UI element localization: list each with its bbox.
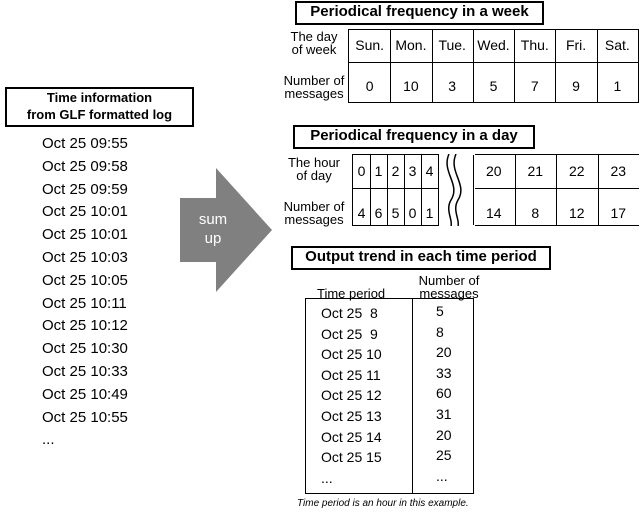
log-title-box — [5, 87, 194, 127]
day-count-cell: 1 — [425, 205, 434, 221]
log-line: Oct 25 10:33 — [42, 363, 128, 380]
week-day-cell: Mon. — [395, 37, 427, 53]
day-row1-label-1: The hour — [287, 155, 341, 170]
log-line: Oct 25 10:11 — [42, 294, 127, 312]
trend-col2-header-1: Number of — [418, 273, 480, 288]
trend-count-cell: 20 — [436, 426, 452, 443]
log-line: Oct 25 10:03 — [42, 249, 128, 266]
week-count-cell: 5 — [489, 78, 498, 94]
log-line: Oct 25 10:05 — [42, 271, 128, 289]
week-day-cell: Fri. — [565, 37, 587, 53]
log-line: Oct 25 09:58 — [42, 157, 128, 175]
log-line: Oct 25 10:55 — [42, 408, 128, 426]
log-title-line2: from GLF formatted log — [26, 107, 173, 122]
week-table — [348, 29, 639, 103]
day-count-cell: 5 — [391, 205, 400, 221]
day-count-cell: 4 — [357, 205, 366, 221]
arrow-label-line2: up — [204, 230, 222, 247]
trend-period-cell: Oct 25 10 — [321, 346, 382, 363]
day-row2-label — [278, 200, 350, 226]
day-count-cell: 17 — [610, 205, 627, 221]
day-row1-label-2: of day — [296, 168, 332, 183]
log-line: Oct 25 10:01 — [42, 203, 128, 221]
trend-count-cell: 33 — [436, 364, 452, 381]
day-count-cell: 8 — [531, 205, 540, 221]
day-hour-cell: 2 — [391, 163, 400, 179]
week-count-cell: 1 — [613, 78, 622, 94]
log-line: ... — [42, 431, 55, 449]
trend-period-cell: Oct 25 9 — [321, 325, 378, 342]
day-count-cell: 0 — [408, 205, 417, 221]
week-title: Periodical frequency in a week — [295, 1, 544, 25]
week-count-cell: 9 — [572, 78, 580, 94]
log-line: Oct 25 10:12 — [42, 317, 128, 335]
arrow-label — [186, 210, 240, 248]
trend-title: Output trend in each time period — [291, 246, 551, 270]
week-row2-label-2: messages — [284, 86, 344, 101]
trend-col2-header-2: messages — [419, 286, 479, 301]
trend-count-cell: 20 — [436, 344, 452, 361]
week-count-cell: 7 — [530, 78, 539, 94]
day-hour-cell: 20 — [485, 163, 502, 179]
trend-count-cell: 8 — [436, 323, 444, 340]
log-line: Oct 25 09:59 — [42, 180, 128, 198]
trend-count-cell: ... — [436, 467, 448, 484]
week-day-cell: Sun. — [355, 37, 385, 53]
day-title: Periodical frequency in a day — [293, 125, 535, 149]
day-hour-cell: 23 — [610, 163, 627, 179]
day-break-wave-line — [454, 154, 461, 226]
day-break-wave-line — [447, 154, 454, 226]
day-hour-cell: 22 — [568, 163, 585, 179]
trend-count-cell: 60 — [436, 385, 452, 402]
day-hour-cell: 4 — [425, 163, 434, 179]
trend-table — [305, 298, 474, 494]
trend-period-cell: Oct 25 13 — [321, 408, 382, 424]
day-count-cell: 6 — [374, 205, 383, 221]
trend-period-cell: Oct 25 11 — [321, 366, 381, 383]
week-count-cell: 3 — [448, 78, 457, 94]
log-line: Oct 25 10:49 — [42, 385, 128, 403]
log-title-line1: Time information — [46, 90, 153, 105]
week-row2-label-1: Number of — [283, 73, 345, 88]
trend-col1-header: Time period — [317, 286, 386, 301]
week-count-cell: 0 — [365, 78, 374, 94]
week-day-cell: Sat. — [604, 37, 630, 53]
day-row2-label-2: messages — [284, 212, 344, 227]
arrow-label-line1: sum — [198, 211, 228, 228]
week-row-divider — [349, 62, 638, 63]
trend-count-cell: 5 — [436, 303, 444, 319]
trend-count-cell: 31 — [436, 406, 452, 422]
trend-period-cell: Oct 25 8 — [321, 305, 378, 321]
week-row1-label-2: of week — [291, 42, 337, 57]
day-break-wave — [439, 154, 475, 226]
trend-count-cell: 25 — [436, 447, 452, 464]
day-row2-label-1: Number of — [283, 199, 345, 214]
week-row2-label — [278, 74, 350, 100]
trend-footnote: Time period is an hour in this example. — [297, 498, 469, 509]
week-row1-label-1: The day — [290, 29, 338, 44]
trend-period-cell: Oct 25 14 — [321, 428, 382, 445]
trend-period-cell: Oct 25 12 — [321, 387, 382, 404]
day-hour-cell: 21 — [527, 163, 544, 179]
day-count-cell: 14 — [485, 205, 502, 221]
day-hour-cell: 0 — [357, 163, 366, 179]
trend-period-cell: ... — [321, 469, 333, 486]
day-table — [352, 154, 639, 226]
day-hour-cell: 3 — [408, 163, 417, 179]
week-day-cell: Wed. — [477, 37, 510, 53]
week-count-cell: 10 — [403, 78, 419, 94]
week-row1-label — [278, 30, 350, 56]
day-row1-label — [278, 156, 350, 182]
day-hour-cell: 1 — [374, 163, 383, 179]
day-count-cell: 12 — [568, 205, 585, 221]
week-day-cell: Thu. — [520, 37, 549, 53]
day-row-divider — [353, 188, 639, 189]
log-line: Oct 25 09:55 — [42, 135, 128, 152]
week-day-cell: Tue. — [438, 37, 466, 53]
log-line: Oct 25 10:01 — [42, 226, 128, 244]
trend-col-divider — [412, 299, 413, 493]
trend-period-cell: Oct 25 15 — [321, 449, 382, 466]
log-line: Oct 25 10:30 — [42, 340, 128, 358]
trend-col2-header — [410, 274, 488, 300]
